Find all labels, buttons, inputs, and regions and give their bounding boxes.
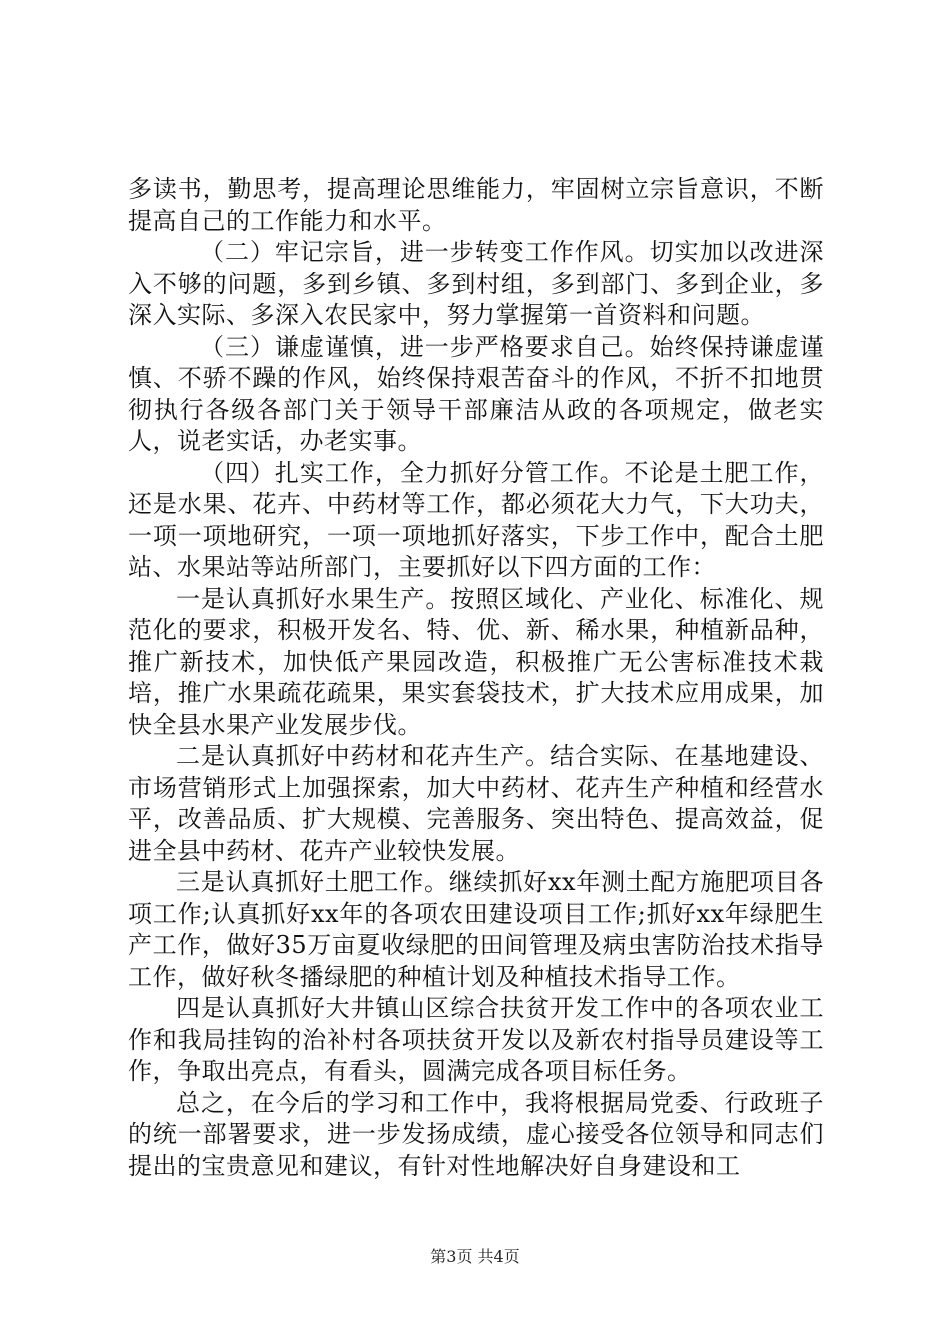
paragraph: （三）谦虚谨慎，进一步严格要求自己。始终保持谦虚谨慎、不骄不躁的作风，始终保持艰苦奋斗的作风，不折不扣地贯彻执行各级各部门关于领导干部廉洁从政的各项规定，做老实人，说老实话，办老实事。 [128, 332, 824, 455]
document-body [128, 174, 824, 1182]
page-footer: 第3页 共4页 [430, 1247, 520, 1266]
paragraph: 四是认真抓好大井镇山区综合扶贫开发工作中的各项农业工作和我局挂钩的治补村各项扶贫开发以及新农村指导员建设等工作，争取出亮点，有看头，圆满完成各项目标任务。 [128, 994, 824, 1085]
paragraph: 三是认真抓好土肥工作。继续抓好xx年测土配方施肥项目各项工作;认真抓好xx年的各项农田建设项目工作;抓好xx年绿肥生产工作，做好35万亩夏收绿肥的田间管理及病虫害防治技术指导工作，做好秋冬播绿肥的种植计划及种植技术指导工作。 [128, 868, 824, 991]
paragraph: 二是认真抓好中药材和花卉生产。结合实际、在基地建设、市场营销形式上加强探索，加大中药材、花卉生产种植和经营水平，改善品质、扩大规模、完善服务、突出特色、提高效益，促进全县中药材、花卉产业较快发展。 [128, 742, 824, 865]
paragraph: 一是认真抓好水果生产。按照区域化、产业化、标准化、规范化的要求，积极开发名、特、优、新、稀水果，种植新品种，推广新技术，加快低产果园改造，积极推广无公害标准技术栽培，推广水果疏花疏果，果实套袋技术，扩大技术应用成果，加快全县水果产业发展步伐。 [128, 584, 824, 739]
paragraph: 多读书，勤思考，提高理论思维能力，牢固树立宗旨意识，不断提高自己的工作能力和水平。 [128, 175, 824, 235]
paragraph: 总之，在今后的学习和工作中，我将根据局党委、行政班子的统一部署要求，进一步发扬成绩，虚心接受各位领导和同志们提出的宝贵意见和建议，有针对性地解决好自身建设和工 [128, 1088, 824, 1180]
paragraph: （二）牢记宗旨，进一步转变工作作风。切实加以改进深入不够的问题，多到乡镇、多到村组，多到部门、多到企业，多深入实际、多深入农民家中，努力掌握第一首资料和问题。 [128, 238, 824, 329]
paragraph: （四）扎实工作，全力抓好分管工作。不论是土肥工作，还是水果、花卉、中药材等工作，都必须花大力气，下大功夫，一项一项地研究，一项一项地抓好落实，下步工作中，配合土肥站、水果站等站所部门，主要抓好以下四方面的工作： [128, 458, 824, 581]
